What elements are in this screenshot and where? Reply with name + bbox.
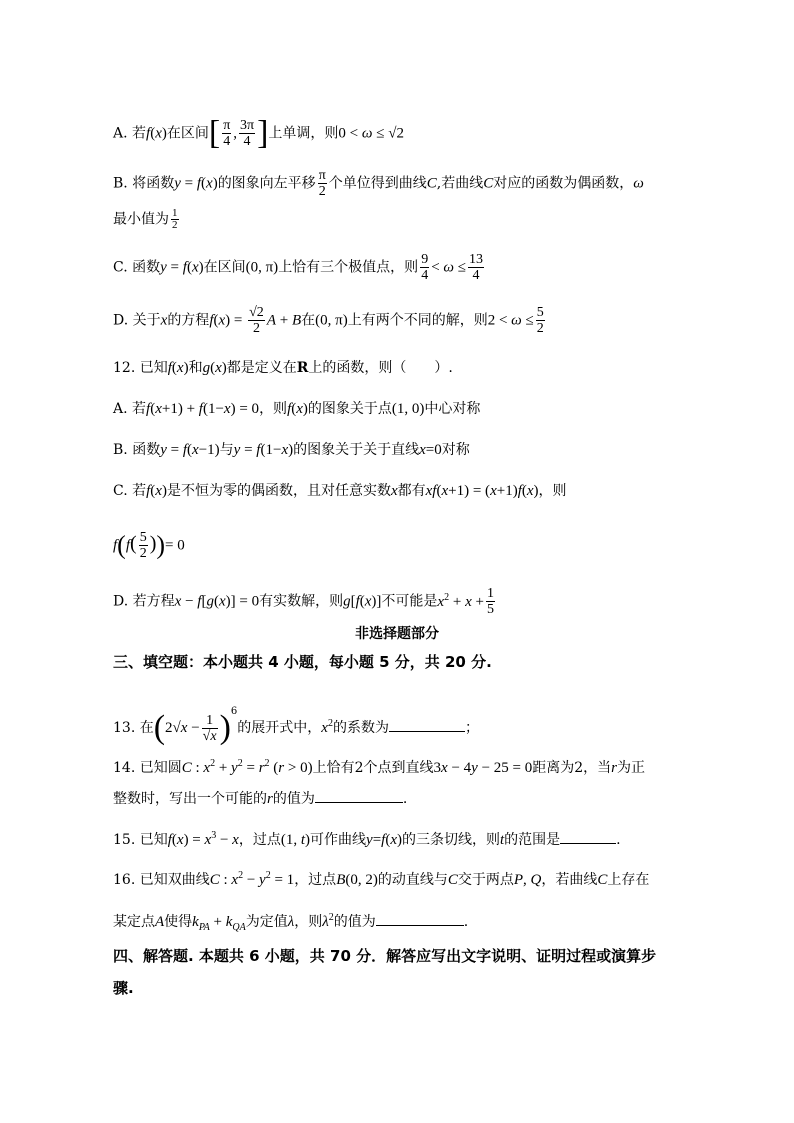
q13: 13. 在(2√x − $\frac{1}{√x}$ )$^6$的展开式中，$x^2$的系数为 ； <box>113 706 479 746</box>
q14-cont: 整数时，写出一个可能的r的值为 . <box>113 788 407 809</box>
q16-cont: 某定点A使得$k_{PA} + k_{QA}$为定值λ，则$\lambda^2$的值为 . <box>113 912 469 933</box>
q12-stem: 12. 已知f(x)和g(x)都是定义在R上的函数，则（ ）. <box>113 360 453 376</box>
q12-option-d: D. 若方程x − f[g(x)] = 0有实数解，则g[f(x)]不可能是$x^2 + x$ + $\frac{1}{5}$ <box>113 586 494 617</box>
q12-option-c: C. 若f(x)是不恒为零的偶函数，且对任意实数x都有xf(x+1) = (x+1)f(x)，则 <box>113 483 567 499</box>
q11-option-b-cont: 最小值为 $\frac{1}{2}$ <box>113 207 178 231</box>
section-header-solutions: 四、解答题. 本题共 6 小题，共 70 分．解答应写出文字说明、证明过程或演算步 <box>113 947 657 965</box>
section-title-nonchoice: 非选择题部分 <box>355 626 439 642</box>
q12-option-a: A. 若f(x+1) + f(1−x) = 0，则f(x)的图象关于点(1, 0)中心对称 <box>113 401 481 417</box>
answer-blank[interactable] <box>389 717 465 732</box>
answer-blank[interactable] <box>315 788 403 803</box>
q11-option-b: B. 将函数y = f(x)的图象向左平移 $\frac{\pi}{2}$ 个单位得到曲线C,若曲线C对应的函数为偶函数，ω <box>113 168 644 199</box>
q11-option-c: C. 函数y = f(x)在区间(0, π)上恰有三个极值点，则 $\frac{9}{4}$ < ω ≤ $\frac{13}{4}$ <box>113 252 483 283</box>
q15: 15. 已知$f(x) = x^3 - x$，过点(1, t)可作曲线y=f(x)的三条切线，则t的范围是 . <box>113 830 621 848</box>
math-expr: f(x) <box>146 125 167 142</box>
q11-option-d: D. 关于x的方程f(x) = $\frac{√2}{2}$ A + B在(0, π)上有两个不同的解，则2 < ω ≤ $\frac{5}{2}$ <box>113 305 544 336</box>
q12-option-b: B. 函数y = f(x−1)与y = f(1−x)的图象关于关于直线x=0对称 <box>113 442 470 458</box>
q16: 16. 已知双曲线C : $x^2 - y^2 = 1$，过点B(0, 2)的动直线与C交于两点P, Q，若曲线C上存在 <box>113 870 650 888</box>
q14: 14. 已知圆C : $x^2 + y^2 = r^2$ (r > 0)上恰有2个点到直线3x − 4y − 25 = 0距离为2，当r为正 <box>113 758 646 776</box>
answer-blank[interactable] <box>560 829 616 844</box>
option-label: A. <box>113 125 128 142</box>
answer-blank[interactable] <box>376 911 464 926</box>
section-header-fill-in: 三、填空题：本小题共 4 小题，每小题 5 分，共 20 分. <box>113 653 492 671</box>
q11-option-a: A. 若f(x)在区间[ $\frac{\pi}{4}$ , $\frac{3\pi}{4}$ ]上单调，则0 < ω ≤ √2 <box>113 114 404 152</box>
q12-option-c-cont: f(f( $\frac{5}{2}$ ))= 0 <box>113 530 185 561</box>
section-header-solutions-cont: 骤. <box>113 979 134 997</box>
